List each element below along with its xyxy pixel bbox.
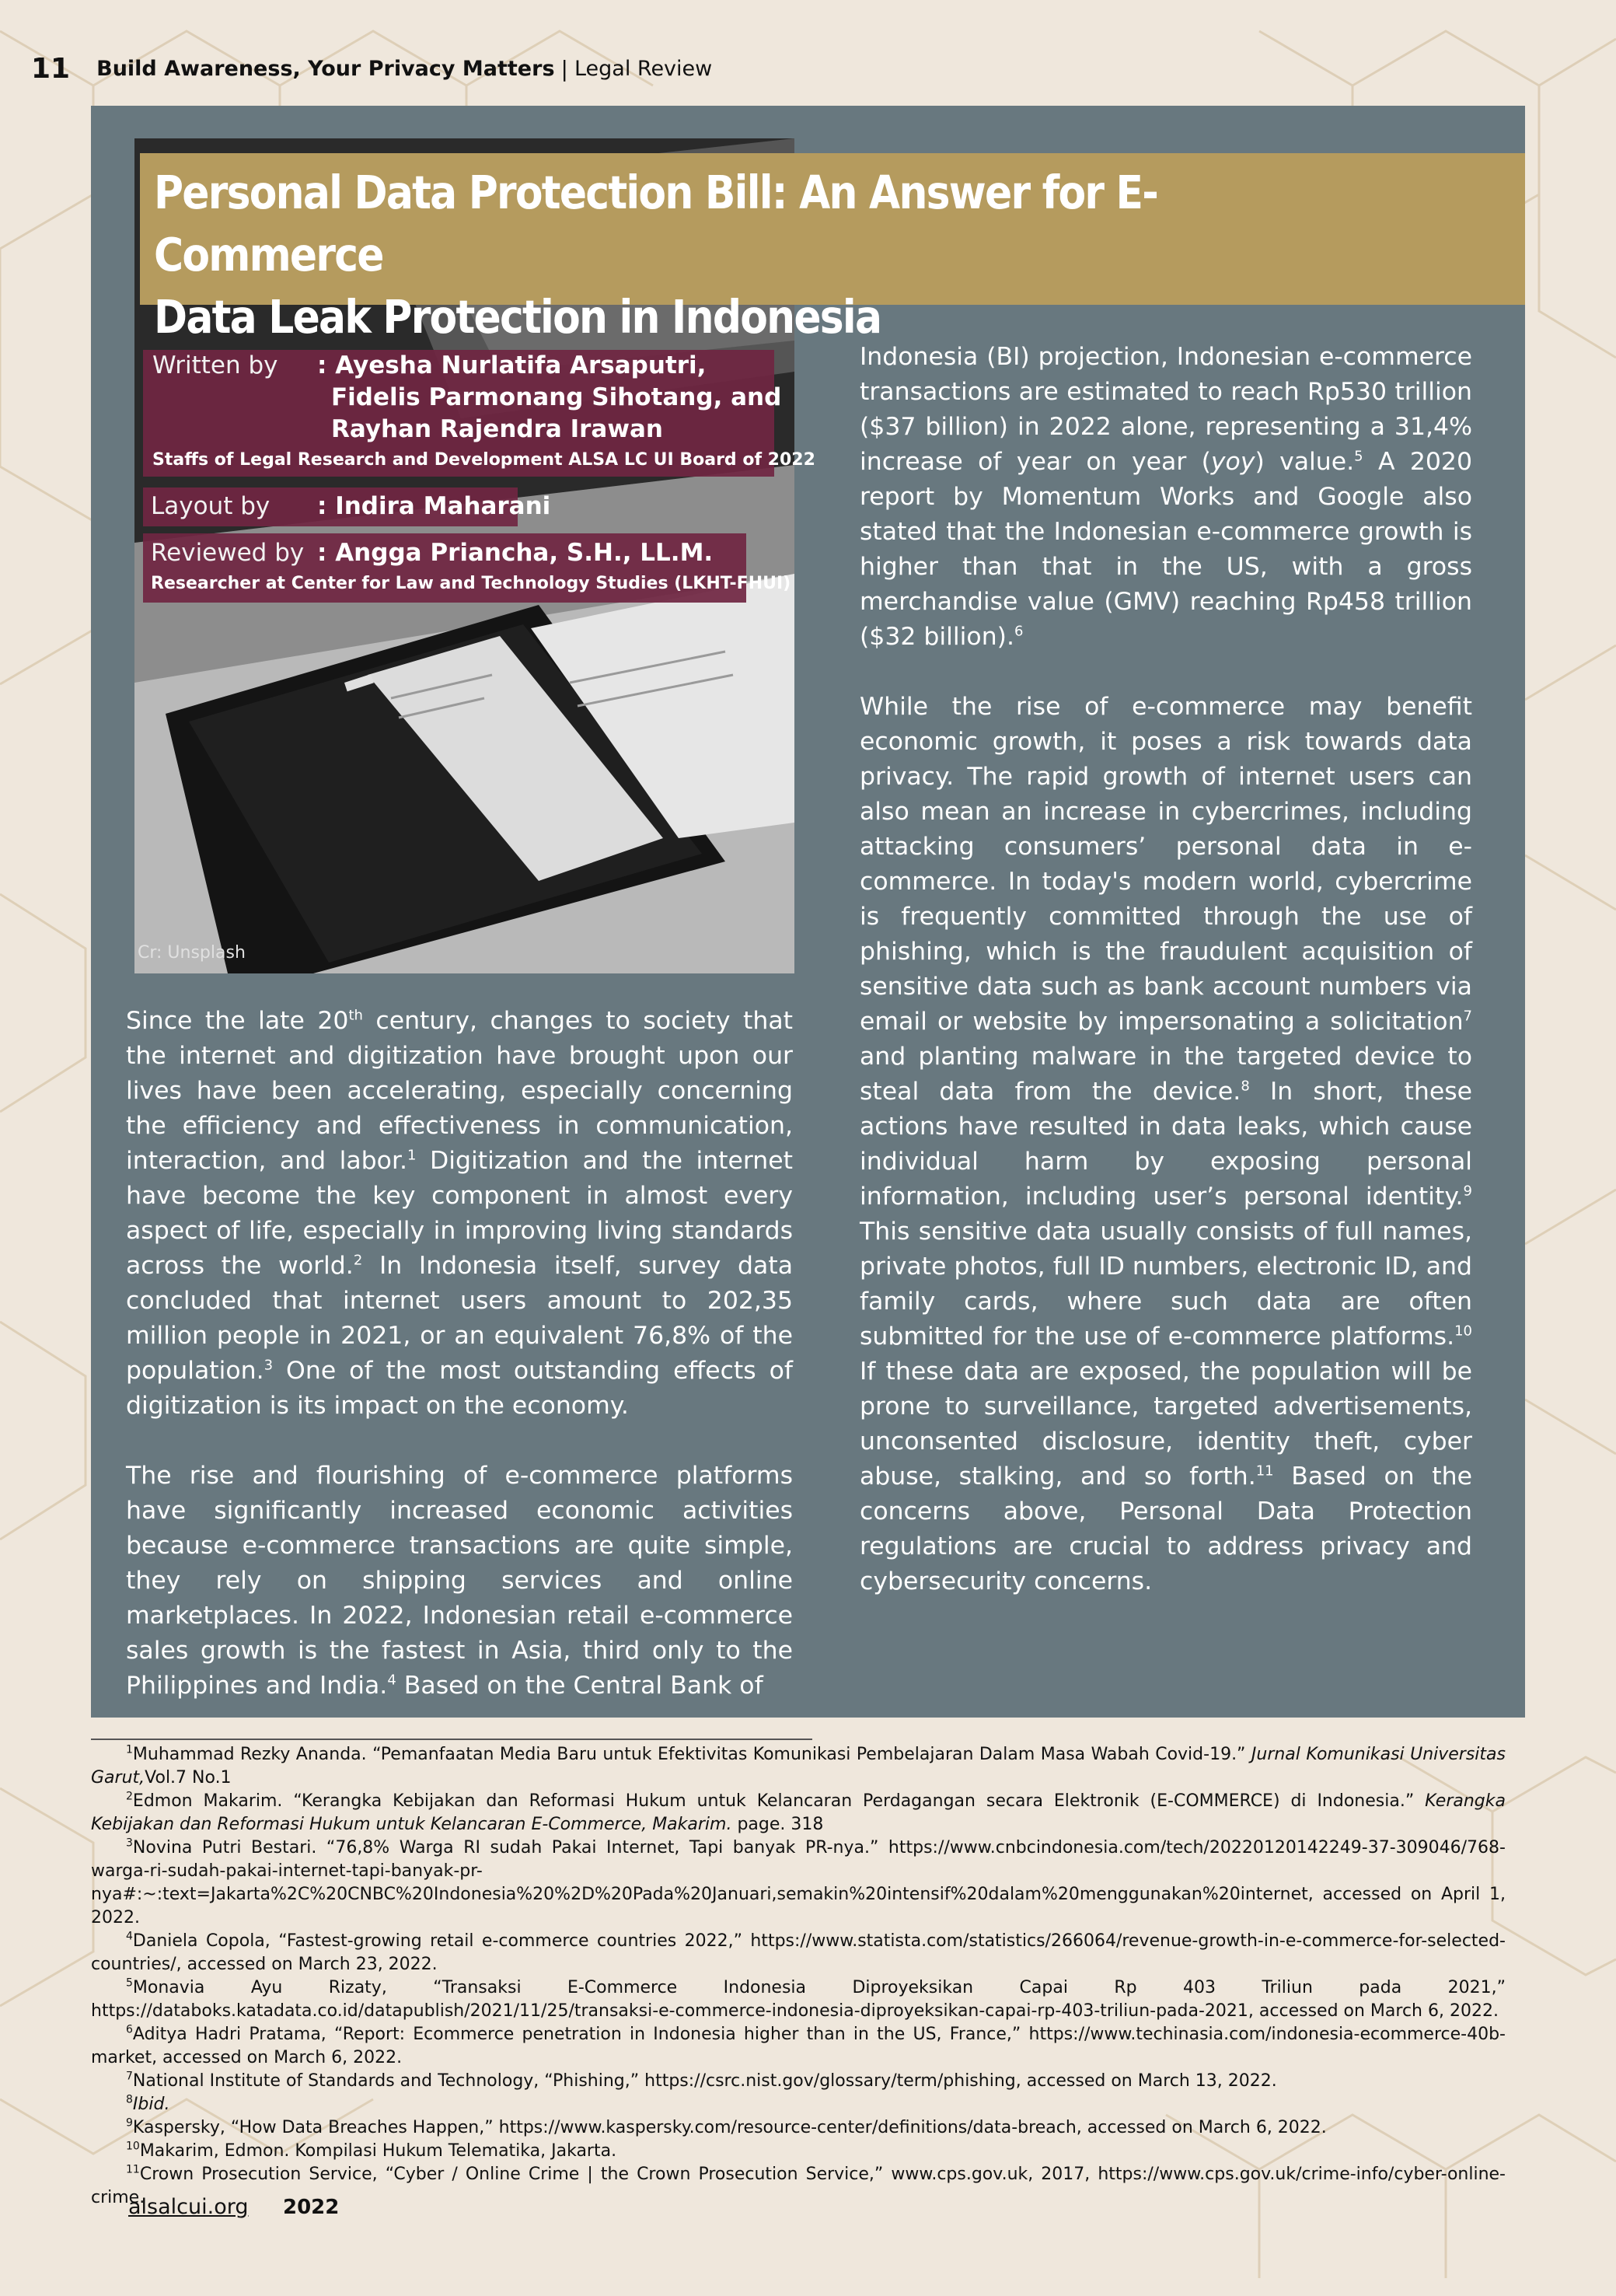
footnote-2: $^2$Edmon Makarim. “Kerangka Kebijakan dan Reformasi Hukum untuk Kelancaran Perdagangan secara Elektronik (E-COMMERCE) di Indonesia.” Kerangka Kebijakan dan Reformasi Hukum untuk Kelancaran E-Commerce, Makarim. page. 318 — [91, 1790, 1506, 1834]
footnote-11: $^{11}$Crown Prosecution Service, “Cyber / Online Crime | the Crown Prosecution Service,” www.cps.gov.uk, 2017, https://www.cps.gov.uk/crime-info/cyber-online-crime. — [91, 2163, 1506, 2207]
header-title: Build Awareness, Your Privacy Matters — [96, 56, 555, 81]
footnote-5: $^5$Monavia Ayu Rizaty, “Transaksi E-Commerce Indonesia Diproyeksikan Capai Rp 403 Triliun pada 2021,” https://databoks.katadata.co.id/datapublish/2021/11/25/transaksi-e-commerce-indonesia-diproyeksikan-capai-rp-403-triliun-pada-2021, accessed on March 6, 2022. — [91, 1976, 1506, 2021]
header-section: Legal Review — [574, 56, 713, 81]
reviewed-by-label: Reviewed by — [151, 539, 305, 567]
page-number: 11 — [31, 52, 71, 85]
written-by-note: Staffs of Legal Research and Development ALSA LC UI Board of 2022 — [152, 450, 815, 470]
written-by-label: Written by — [152, 351, 278, 379]
footnote-7: $^7$National Institute of Standards and Technology, “Phishing,” https://csrc.nist.gov/glossary/term/phishing, accessed on March 13, 2022. — [126, 2070, 1277, 2091]
right-column — [860, 340, 1472, 1599]
footer-year: 2022 — [283, 2196, 340, 2219]
footnote-divider — [91, 1739, 812, 1740]
written-by-name-1: : Ayesha Nurlatifa Arsaputri, — [317, 351, 707, 379]
footnote-6: $^6$Aditya Hadri Pratama, “Report: Ecommerce penetration in Indonesia higher than in the US, France,” https://www.techinasia.com/indonesia-ecommerce-40b-market, accessed on March 6, 2022. — [91, 2023, 1506, 2067]
article-title-line-2: Data Leak Protection in Indonesia — [154, 290, 881, 344]
article-title-line-1: Personal Data Protection Bill: An Answer for E-Commerce — [154, 166, 1158, 281]
written-by-name-2: Fidelis Parmonang Sihotang, and — [331, 383, 782, 411]
footnote-1: $^1$Muhammad Rezky Ananda. “Pemanfaatan Media Baru untuk Efektivitas Komunikasi Pembelajaran Dalam Masa Wabah Covid-19.” Jurnal Komunikasi Universitas Garut,Vol.7 No.1 — [91, 1743, 1506, 1788]
left-paragraph-1: Since the late 20th century, changes to society that the internet and digitization have brought upon our lives have been accelerating, especially concerning the efficiency and effectiveness in communication, interaction, and labor.$^1$ Digitization and the internet have become the key component in almost every aspect of life, especially in improving living standards across the world.$^2$ In Indonesia itself, survey data concluded that internet users amount to 202,35 million people in 2021, or an equivalent 76,8% of the population.$^3$ One of the most outstanding effects of digitization is its impact on the economy. — [126, 1007, 793, 1420]
reviewed-by-name: : Angga Priancha, S.H., LL.M. — [317, 539, 714, 567]
right-paragraph-2: While the rise of e-commerce may benefit economic growth, it poses a risk towards data privacy. The rapid growth of internet users can also mean an increase in cybercrimes, including attacking consumers’ personal data in e-commerce. In today's modern world, cybercrime is frequently committed through the use of phishing, which is the fraudulent acquisition of sensitive data such as bank account numbers via email or website by impersonating a solicitation$^7$ and planting malware in the targeted device to steal data from the device.$^8$ In short, these actions have resulted in data leaks, which cause individual harm by exposing personal information, including user’s personal identity.$^9$ This sensitive data usually consists of full names, private photos, full ID numbers, electronic ID, and family cards, where such data are often submitted for the use of e-commerce platforms.$^{10}$ If these data are exposed, the population will be prone to surveillance, targeted advertisements, unconsented disclosure, identity theft, cyber abuse, stalking, and so forth.$^{11}$ Based on the concerns above, Personal Data Protection regulations are crucial to address privacy and cybersecurity concerns. — [860, 693, 1472, 1595]
written-by-name-3: Rayhan Rajendra Irawan — [331, 415, 663, 443]
footnote-3: $^3$Novina Putri Bestari. “76,8% Warga RI sudah Pakai Internet, Tapi banyak PR-nya.” https://www.cnbcindonesia.com/tech/20220120142249-37-309046/768-warga-ri-sudah-pakai-internet-tapi-banyak-pr-nya#:~:text=Jakarta%2C%20CNBC%20Indonesia%20%2D%20Pada%20Januari,semakin%20intensif%20dalam%20menggunakan%20internet, accessed on April 1, 2022. — [91, 1836, 1506, 1927]
footnote-9: $^9$Kaspersky, “How Data Breaches Happen,” https://www.kaspersky.com/resource-center/definitions/data-breach, accessed on March 6, 2022. — [126, 2116, 1327, 2137]
footnotes — [91, 1743, 1506, 2210]
photo-credit: Cr: Unsplash — [138, 943, 246, 963]
reviewed-by-note: Researcher at Center for Law and Technology Studies (LKHT-FHUI) — [151, 574, 791, 593]
right-paragraph-1: Indonesia (BI) projection, Indonesian e-commerce transactions are estimated to reach Rp530 trillion ($37 billion) in 2022 alone, representing a 31,4% increase of year on year (yoy) value.$^5$ A 2020 report by Momentum Works and Google also stated that the Indonesian e-commerce growth is higher than that in the US, with a gross merchandise value (GMV) reaching Rp458 trillion ($32 billion).$^6$ — [860, 343, 1472, 651]
layout-by-label: Layout by — [151, 492, 270, 520]
header-separator: | — [560, 55, 568, 82]
footnote-10: $^{10}$Makarim, Edmon. Kompilasi Hukum Telematika, Jakarta. — [126, 2140, 617, 2161]
left-column — [126, 1004, 793, 1704]
footer-site-link[interactable]: alsalcui.org — [128, 2195, 249, 2219]
footnote-4: $^4$Daniela Copola, “Fastest-growing retail e-commerce countries 2022,” https://www.statista.com/statistics/266064/revenue-growth-in-e-commerce-for-selected-countries/, accessed on March 23, 2022. — [91, 1930, 1506, 1974]
article-title — [154, 162, 1317, 348]
footnote-8: $^8$Ibid. — [126, 2093, 170, 2114]
layout-by-name: : Indira Maharani — [317, 492, 551, 520]
left-paragraph-2: The rise and flourishing of e-commerce platforms have significantly increased economic activities because e-commerce transactions are quite simple, they rely on shipping services and online marketplaces. In 2022, Indonesian retail e-commerce sales growth is the fastest in Asia, third only to the Philippines and India.$^4$ Based on the Central Bank of — [126, 1462, 793, 1700]
page-header — [31, 47, 712, 90]
